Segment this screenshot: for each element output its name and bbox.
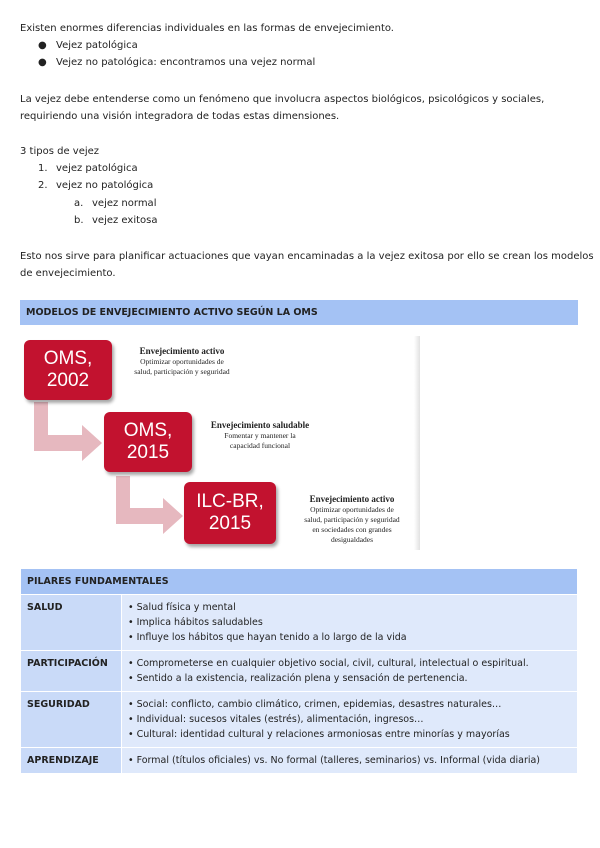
model-box-oms-2015: OMS, 2015 xyxy=(104,412,192,472)
table-row xyxy=(21,595,578,651)
paragraph-line: La vejez debe entenderse como un fenómeno que involucra aspectos biológicos, psicológicos y sociales, xyxy=(20,94,545,105)
list-item: • Sentido a la existencia, realización plena y sensación de pertenencia. xyxy=(128,671,571,686)
model-caption: Envejecimiento activo Optimizar oportunidades de salud, participación y seguridad en sociedades con grandes desigualdades xyxy=(304,494,400,544)
types-heading: 3 tipos de vejez xyxy=(20,146,100,157)
pillar-items xyxy=(122,748,578,774)
list-item: a. vejez normal xyxy=(74,198,157,209)
pillar-name: SALUD xyxy=(21,595,122,651)
pillar-name: APRENDIZAJE xyxy=(21,748,122,774)
bullet-icon: ● xyxy=(38,57,47,68)
model-box-oms-2002: OMS, 2002 xyxy=(24,340,112,400)
arrow-1-icon xyxy=(34,402,102,461)
list-item: 1. vejez patológica xyxy=(38,163,138,174)
arrow-2-icon xyxy=(116,476,183,534)
model-caption: Envejecimiento activo Optimizar oportunidades de salud, participación y seguridad xyxy=(134,346,230,376)
paragraph-line: de envejecimiento. xyxy=(20,268,116,279)
model-caption: Envejecimiento saludable Fomentar y mantener la capacidad funcional xyxy=(210,420,310,450)
list-item: • Influye los hábitos que hayan tenido a lo largo de la vida xyxy=(128,630,571,645)
list-item: ● Vejez no patológica: encontramos una vejez normal xyxy=(56,54,315,71)
pillar-name: SEGURIDAD xyxy=(21,692,122,748)
pillar-items xyxy=(122,692,578,748)
list-item: b. vejez exitosa xyxy=(74,215,158,226)
table-row xyxy=(21,748,578,774)
models-diagram xyxy=(20,336,420,550)
table-header-row xyxy=(21,569,578,595)
paragraph-line: Esto nos sirve para planificar actuaciones que vayan encaminadas a la vejez exitosa por ello se crean los modelos xyxy=(20,251,594,262)
list-item: • Salud física y mental xyxy=(128,600,571,615)
paragraph-line: requiriendo una visión integradora de todas estas dimensiones. xyxy=(20,111,340,122)
list-item: • Formal (títulos oficiales) vs. No formal (talleres, seminarios) vs. Informal (vida diaria) xyxy=(128,753,571,768)
model-box-ilc-br-2015: ILC-BR, 2015 xyxy=(184,482,276,544)
pillar-items xyxy=(122,651,578,692)
list-item: • Social: conflicto, cambio climático, crimen, epidemias, desastres naturales… xyxy=(128,697,571,712)
list-item: • Implica hábitos saludables xyxy=(128,615,571,630)
intro-text: Existen enormes diferencias individuales en las formas de envejecimiento. xyxy=(20,23,394,34)
list-item: 2. vejez no patológica xyxy=(38,180,154,191)
bullet-icon: ● xyxy=(38,40,47,51)
list-item: • Individual: sucesos vitales (estrés), alimentación, ingresos… xyxy=(128,712,571,727)
pillars-table xyxy=(20,568,578,774)
pillar-items xyxy=(122,595,578,651)
table-row xyxy=(21,692,578,748)
list-item: • Comprometerse en cualquier objetivo social, civil, cultural, intelectual o espiritual. xyxy=(128,656,571,671)
list-item: • Cultural: identidad cultural y relaciones armoniosas entre minorías y mayorías xyxy=(128,727,571,742)
section-heading: MODELOS DE ENVEJECIMIENTO ACTIVO SEGÚN LA OMS xyxy=(20,300,578,325)
table-row xyxy=(21,651,578,692)
pillar-name: PARTICIPACIÓN xyxy=(21,651,122,692)
table-heading: PILARES FUNDAMENTALES xyxy=(21,569,578,595)
list-item: ● Vejez patológica xyxy=(56,37,138,54)
